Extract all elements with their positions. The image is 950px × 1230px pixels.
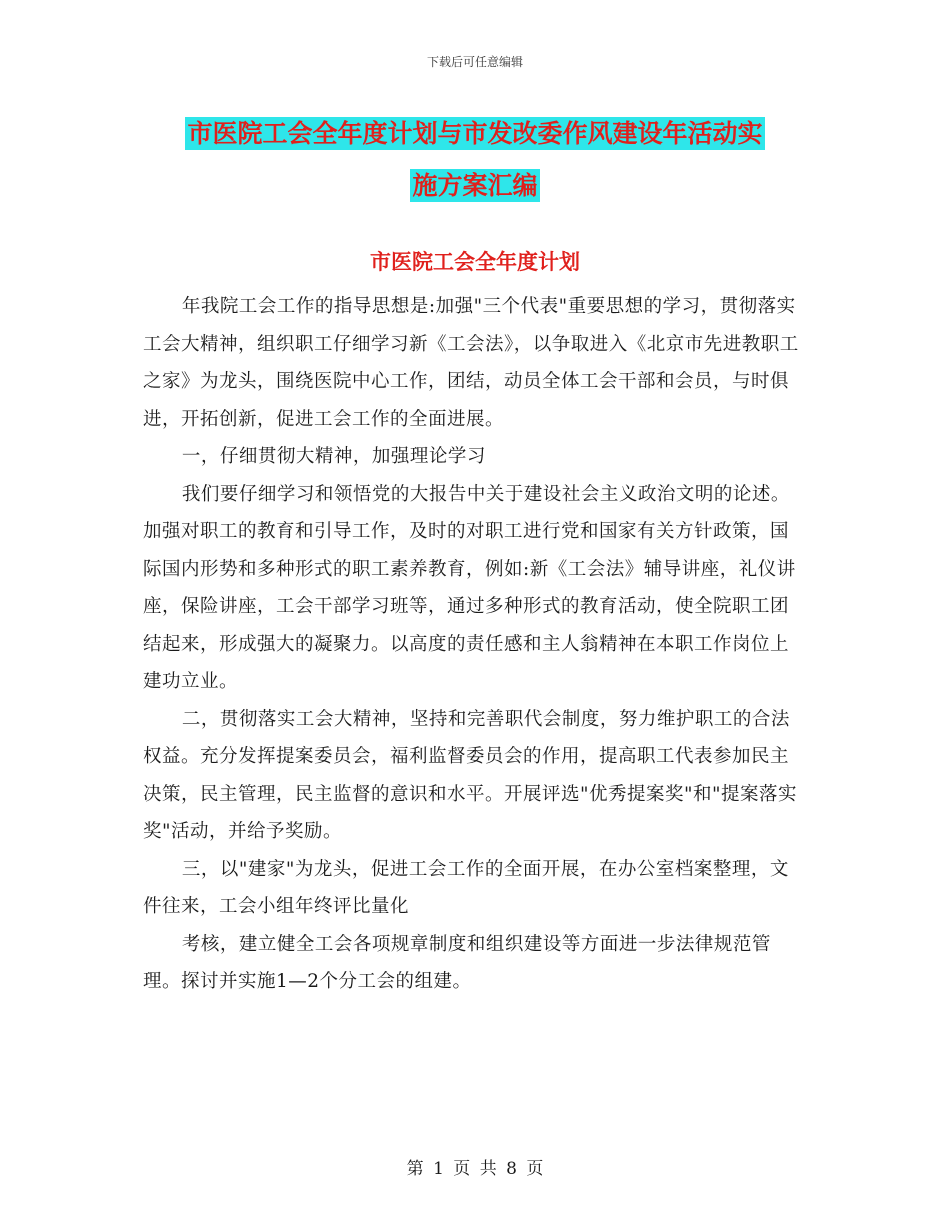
page-number-footer: 第 1 页 共 8 页 bbox=[406, 1159, 544, 1179]
heading-item-1: 一，仔细贯彻大精神，加强理论学习 bbox=[181, 446, 486, 467]
document-title-line-2: 施方案汇编 bbox=[412, 171, 538, 200]
paragraph-item-3-continued: 考核，建立健全工会各项规章制度和组织建设等方面进一步法律规范管理。探讨并实施1—2个分工会的组建。 bbox=[143, 933, 771, 992]
document-title bbox=[0, 108, 950, 212]
section-title: 市医院工会全年度计划 bbox=[370, 250, 580, 274]
document-title-line-1: 市医院工会全年度计划与市发改委作风建设年活动实 bbox=[187, 119, 763, 148]
paragraph-item-2: 二，贯彻落实工会大精神，坚持和完善职代会制度，努力维护职工的合法权益。充分发挥提案委员会，福利监督委员会的作用，提高职工代表参加民主决策，民主管理，民主监督的意识和水平。开展评选"优秀提案奖"和"提案落实奖"活动，并给予奖励。 bbox=[143, 708, 798, 842]
paragraph-item-3: 三，以"建家"为龙头，促进工会工作的全面开展，在办公室档案整理，文件往来，工会小组年终评比量化 bbox=[143, 858, 789, 917]
document-body bbox=[143, 288, 803, 1001]
paragraph-item-1: 我们要仔细学习和领悟党的大报告中关于建设社会主义政治文明的论述。加强对职工的教育和引导工作，及时的对职工进行党和国家有关方针政策，国际国内形势和多种形式的职工素养教育，例如:新《工会法》辅导讲座，礼仪讲座，保险讲座，工会干部学习班等，通过多种形式的教育活动，使全院职工团结起来，形成强大的凝聚力。以高度的责任感和主人翁精神在本职工作岗位上建功立业。 bbox=[143, 483, 796, 692]
paragraph-guiding-ideology: 年我院工会工作的指导思想是:加强"三个代表"重要思想的学习，贯彻落实工会大精神，组织职工仔细学习新《工会法》，以争取进入《北京市先进教职工之家》为龙头，围绕医院中心工作，团结，动员全体工会干部和会员，与时俱进，开拓创新，促进工会工作的全面进展。 bbox=[143, 296, 799, 430]
page-header-note: 下载后可任意编辑 bbox=[426, 55, 523, 69]
